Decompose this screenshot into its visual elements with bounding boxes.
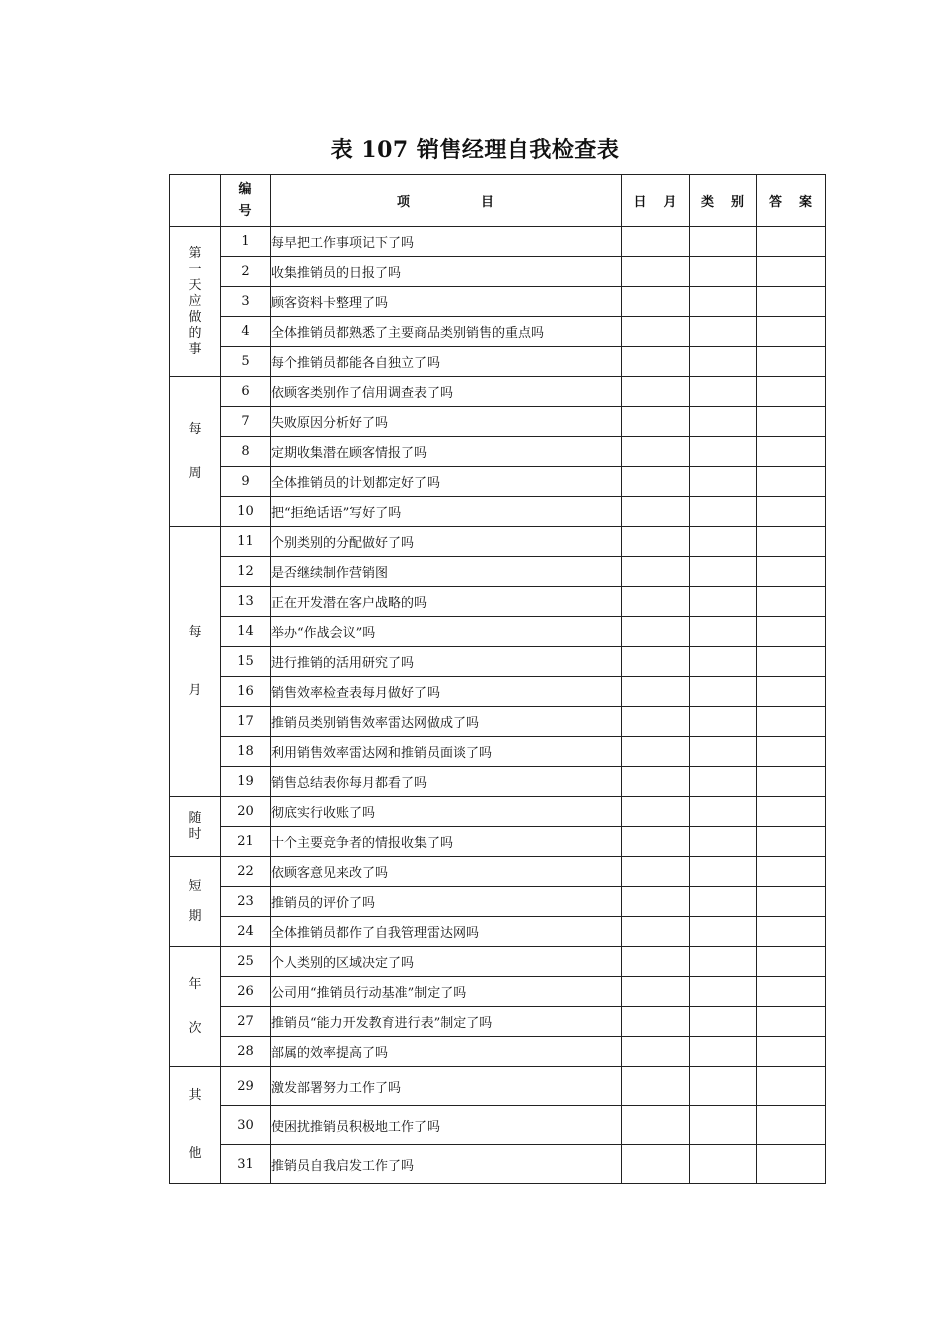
answer-cell[interactable] [757,737,826,767]
answer-cell[interactable] [757,587,826,617]
table-row [170,227,826,257]
answer-cell[interactable] [757,557,826,587]
answer-cell[interactable] [757,707,826,737]
date-cell[interactable] [622,1007,690,1037]
table-row [170,827,826,857]
answer-cell[interactable] [757,677,826,707]
type-cell[interactable] [690,707,757,737]
row-number: 13 [221,587,271,617]
row-number: 4 [221,317,271,347]
date-cell[interactable] [622,317,690,347]
header-answer [757,175,826,227]
row-item: 每早把工作事项记下了吗 [271,227,622,257]
date-cell[interactable] [622,1145,690,1184]
date-cell[interactable] [622,1037,690,1067]
table-row [170,467,826,497]
row-number: 30 [221,1106,271,1145]
date-cell[interactable] [622,647,690,677]
answer-cell[interactable] [757,647,826,677]
table-row [170,437,826,467]
row-number: 7 [221,407,271,437]
date-cell[interactable] [622,707,690,737]
row-item: 十个主要竞争者的情报收集了吗 [271,827,622,857]
table-row [170,317,826,347]
row-item: 全体推销员都作了自我管理雷达网吗 [271,917,622,947]
category-label: 每周 [188,421,202,481]
type-cell[interactable] [690,827,757,857]
table-row [170,557,826,587]
table-row [170,737,826,767]
category-cell [170,1067,221,1184]
date-cell[interactable] [622,767,690,797]
table-row [170,257,826,287]
category-cell [170,797,221,857]
header-date-b: 月 [663,195,678,210]
row-item: 推销员类别销售效率雷达网做成了吗 [271,707,622,737]
category-cell [170,227,221,377]
row-item: 定期收集潜在顾客情报了吗 [271,437,622,467]
row-item: 每个推销员都能各自独立了吗 [271,347,622,377]
row-item: 失败原因分析好了吗 [271,407,622,437]
row-item: 依顾客类别作了信用调查表了吗 [271,377,622,407]
answer-cell[interactable] [757,887,826,917]
row-number: 3 [221,287,271,317]
row-item: 使困扰推销员积极地工作了吗 [271,1106,622,1145]
type-cell[interactable] [690,347,757,377]
table-row [170,407,826,437]
row-item: 推销员的评价了吗 [271,887,622,917]
category-cell [170,377,221,527]
table-row [170,707,826,737]
date-cell[interactable] [622,557,690,587]
answer-cell[interactable] [757,1145,826,1184]
row-item: 全体推销员都熟悉了主要商品类别销售的重点吗 [271,317,622,347]
type-cell[interactable] [690,617,757,647]
answer-cell[interactable] [757,467,826,497]
date-cell[interactable] [622,407,690,437]
table-row [170,887,826,917]
date-cell[interactable] [622,977,690,1007]
type-cell[interactable] [690,557,757,587]
row-item: 依顾客意见来改了吗 [271,857,622,887]
table-row [170,347,826,377]
table-row [170,617,826,647]
type-cell[interactable] [690,377,757,407]
answer-cell[interactable] [757,767,826,797]
category-label: 其他 [188,1088,202,1161]
type-cell[interactable] [690,467,757,497]
table-row [170,647,826,677]
row-number: 19 [221,767,271,797]
date-cell[interactable] [622,227,690,257]
row-item: 举办“作战会议”吗 [271,617,622,647]
answer-cell[interactable] [757,527,826,557]
date-cell[interactable] [622,347,690,377]
type-cell[interactable] [690,917,757,947]
header-date-a: 日 [633,195,648,210]
row-number: 28 [221,1037,271,1067]
row-item: 销售效率检查表每月做好了吗 [271,677,622,707]
answer-cell[interactable] [757,257,826,287]
table-row [170,857,826,887]
date-cell[interactable] [622,857,690,887]
header-item-b: 目 [481,195,496,210]
header-number-top: 编 [238,181,253,197]
row-number: 1 [221,227,271,257]
header-category [170,175,221,227]
row-item: 个人类别的区域决定了吗 [271,947,622,977]
header-type-a: 类 [700,195,715,210]
row-number: 26 [221,977,271,1007]
row-number: 22 [221,857,271,887]
date-cell[interactable] [622,797,690,827]
answer-cell[interactable] [757,1106,826,1145]
date-cell[interactable] [622,737,690,767]
table-row [170,287,826,317]
row-item: 利用销售效率雷达网和推销员面谈了吗 [271,737,622,767]
row-item: 全体推销员的计划都定好了吗 [271,467,622,497]
row-number: 25 [221,947,271,977]
date-cell[interactable] [622,947,690,977]
type-cell[interactable] [690,677,757,707]
row-number: 23 [221,887,271,917]
answer-cell[interactable] [757,1007,826,1037]
date-cell[interactable] [622,677,690,707]
table-row [170,947,826,977]
date-cell[interactable] [622,917,690,947]
date-cell[interactable] [622,1067,690,1106]
header-number-bottom: 号 [238,203,253,219]
answer-cell[interactable] [757,857,826,887]
row-item: 销售总结表你每月都看了吗 [271,767,622,797]
answer-cell[interactable] [757,347,826,377]
row-item: 个别类别的分配做好了吗 [271,527,622,557]
type-cell[interactable] [690,227,757,257]
type-cell[interactable] [690,407,757,437]
table-row [170,767,826,797]
row-number: 15 [221,647,271,677]
table-row [170,1145,826,1184]
table-row [170,377,826,407]
type-cell[interactable] [690,857,757,887]
answer-cell[interactable] [757,1067,826,1106]
row-item: 正在开发潜在客户战略的吗 [271,587,622,617]
row-number: 21 [221,827,271,857]
row-number: 17 [221,707,271,737]
row-number: 6 [221,377,271,407]
category-label: 随时 [188,810,202,842]
answer-cell[interactable] [757,377,826,407]
row-number: 11 [221,527,271,557]
answer-cell[interactable] [757,497,826,527]
row-number: 8 [221,437,271,467]
type-cell[interactable] [690,887,757,917]
type-cell[interactable] [690,1037,757,1067]
row-number: 31 [221,1145,271,1184]
answer-cell[interactable] [757,437,826,467]
header-item [271,175,622,227]
type-cell[interactable] [690,1067,757,1106]
type-cell[interactable] [690,587,757,617]
row-number: 10 [221,497,271,527]
row-number: 27 [221,1007,271,1037]
category-label: 年次 [188,976,202,1036]
date-cell[interactable] [622,437,690,467]
type-cell[interactable] [690,977,757,1007]
answer-cell[interactable] [757,1037,826,1067]
self-check-table [169,174,826,1184]
date-cell[interactable] [622,287,690,317]
answer-cell[interactable] [757,617,826,647]
type-cell[interactable] [690,737,757,767]
answer-cell[interactable] [757,287,826,317]
row-number: 18 [221,737,271,767]
type-cell[interactable] [690,647,757,677]
header-answer-b: 案 [799,195,814,210]
table-row [170,1067,826,1106]
type-cell[interactable] [690,1145,757,1184]
row-item: 推销员“能力开发教育进行表”制定了吗 [271,1007,622,1037]
answer-cell[interactable] [757,227,826,257]
type-cell[interactable] [690,1007,757,1037]
header-number [221,175,271,227]
date-cell[interactable] [622,827,690,857]
row-number: 14 [221,617,271,647]
type-cell[interactable] [690,947,757,977]
row-number: 24 [221,917,271,947]
row-number: 20 [221,797,271,827]
date-cell[interactable] [622,527,690,557]
table-row [170,677,826,707]
row-number: 2 [221,257,271,287]
category-label: 每月 [188,624,202,698]
category-label: 第一天应做的事 [188,245,202,357]
header-type-b: 别 [731,195,746,210]
table-row [170,1007,826,1037]
row-item: 激发部署努力工作了吗 [271,1067,622,1106]
header-item-a: 项 [396,195,411,210]
category-cell [170,527,221,797]
date-cell[interactable] [622,617,690,647]
table-row [170,527,826,557]
row-item: 进行推销的活用研究了吗 [271,647,622,677]
header-row [170,175,826,227]
table-row [170,917,826,947]
type-cell[interactable] [690,497,757,527]
answer-cell[interactable] [757,947,826,977]
table-row [170,497,826,527]
row-number: 12 [221,557,271,587]
row-item: 是否继续制作营销图 [271,557,622,587]
type-cell[interactable] [690,767,757,797]
date-cell[interactable] [622,1106,690,1145]
category-label: 短期 [188,878,202,924]
answer-cell[interactable] [757,407,826,437]
row-item: 收集推销员的日报了吗 [271,257,622,287]
table-body [170,227,826,1184]
row-item: 部属的效率提高了吗 [271,1037,622,1067]
answer-cell[interactable] [757,827,826,857]
type-cell[interactable] [690,317,757,347]
row-item: 把“拒绝话语”写好了吗 [271,497,622,527]
row-number: 29 [221,1067,271,1106]
row-number: 5 [221,347,271,377]
row-item: 推销员自我启发工作了吗 [271,1145,622,1184]
row-number: 9 [221,467,271,497]
answer-cell[interactable] [757,317,826,347]
page-title: 表 107 销售经理自我检查表 [330,137,620,163]
row-number: 16 [221,677,271,707]
date-cell[interactable] [622,377,690,407]
date-cell[interactable] [622,587,690,617]
answer-cell[interactable] [757,917,826,947]
type-cell[interactable] [690,287,757,317]
category-cell [170,947,221,1067]
date-cell[interactable] [622,497,690,527]
type-cell[interactable] [690,257,757,287]
row-item: 公司用“推销员行动基准”制定了吗 [271,977,622,1007]
date-cell[interactable] [622,257,690,287]
row-item: 彻底实行收账了吗 [271,797,622,827]
answer-cell[interactable] [757,977,826,1007]
table-row [170,797,826,827]
type-cell[interactable] [690,1106,757,1145]
table-row [170,977,826,1007]
type-cell[interactable] [690,437,757,467]
type-cell[interactable] [690,797,757,827]
header-answer-a: 答 [768,195,783,210]
date-cell[interactable] [622,887,690,917]
type-cell[interactable] [690,527,757,557]
table-row [170,1106,826,1145]
header-type [690,175,757,227]
row-item: 顾客资料卡整理了吗 [271,287,622,317]
table-row [170,587,826,617]
answer-cell[interactable] [757,797,826,827]
header-date [622,175,690,227]
category-cell [170,857,221,947]
table-row [170,1037,826,1067]
date-cell[interactable] [622,467,690,497]
